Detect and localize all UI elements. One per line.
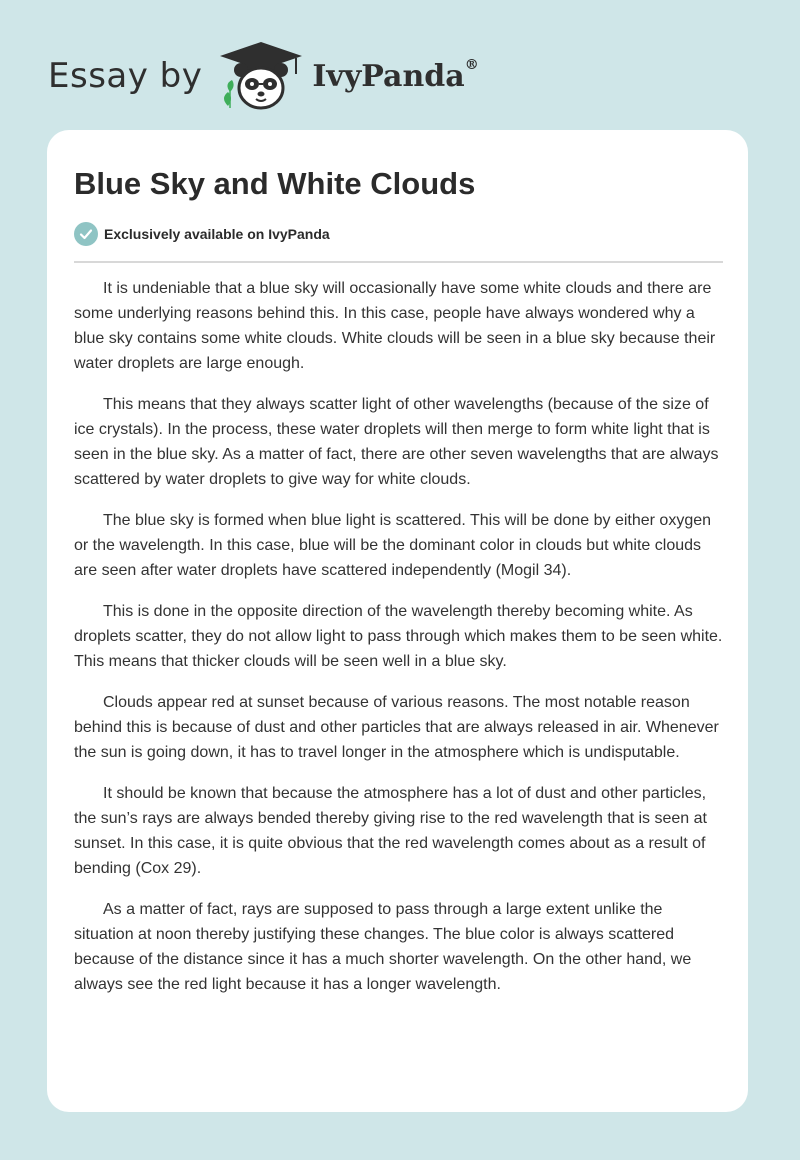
- paragraph: The blue sky is formed when blue light is scattered. This will be done by either oxygen or the wavelength. In this case, blue will be the dominant color in clouds but white clouds are seen after water droplets have scattered independently (Mogil 34).: [74, 512, 712, 579]
- trademark-symbol: ®: [464, 56, 479, 73]
- panda-graduate-logo-icon[interactable]: [216, 40, 306, 112]
- paragraph: Clouds appear red at sunset because of various reasons. The most notable reason behind this is because of dust and other particles that are always released in air. Whenever the sun is going down, it has to travel longer in the atmosphere which is undisputable.: [74, 694, 719, 761]
- essay-body: [74, 276, 723, 1013]
- essay-by-label: Essay by: [48, 56, 203, 96]
- title-divider: [74, 261, 723, 263]
- paragraph: It is undeniable that a blue sky will occasionally have some white clouds and there are some underlying reasons behind this. In this case, people have always wondered why a blue sky contains some white clouds. White clouds will be seen in a blue sky because their water droplets are large enough.: [74, 280, 716, 372]
- paragraph: This means that they always scatter light of other wavelengths (because of the size of ice crystals). In the process, these water droplets will then merge to form white light that is seen in the blue sky. As a matter of fact, there are other seven wavelengths that are always scattered by water droplets to give way for white clouds.: [74, 396, 719, 488]
- exclusive-badge-label: Exclusively available on IvyPanda: [104, 226, 330, 242]
- paragraph: This is done in the opposite direction of the wavelength thereby becoming white. As droplets scatter, they do not allow light to pass through which makes them to be seen white. This means that thicker clouds will be seen well in a blue sky.: [74, 603, 723, 670]
- paragraph: It should be known that because the atmosphere has a lot of dust and other particles, the sun’s rays are always bended thereby giving rise to the red wavelength that is seen at sunset. In this case, it is quite obvious that the red wavelength comes about as a result of bending (Cox 29).: [74, 785, 707, 877]
- brand-name[interactable]: IvyPanda®: [312, 56, 479, 94]
- essay-card: [47, 130, 748, 1112]
- paragraph: As a matter of fact, rays are supposed to pass through a large extent unlike the situation at noon thereby justifying these changes. The blue color is always scattered because of the distance since it has a much shorter wavelength. On the other hand, we always see the red light because it has a longer wavelength.: [74, 901, 692, 993]
- page-title: Blue Sky and White Clouds: [74, 166, 476, 201]
- site-header: [48, 36, 479, 116]
- check-icon: [74, 222, 98, 246]
- exclusive-badge: [74, 222, 330, 246]
